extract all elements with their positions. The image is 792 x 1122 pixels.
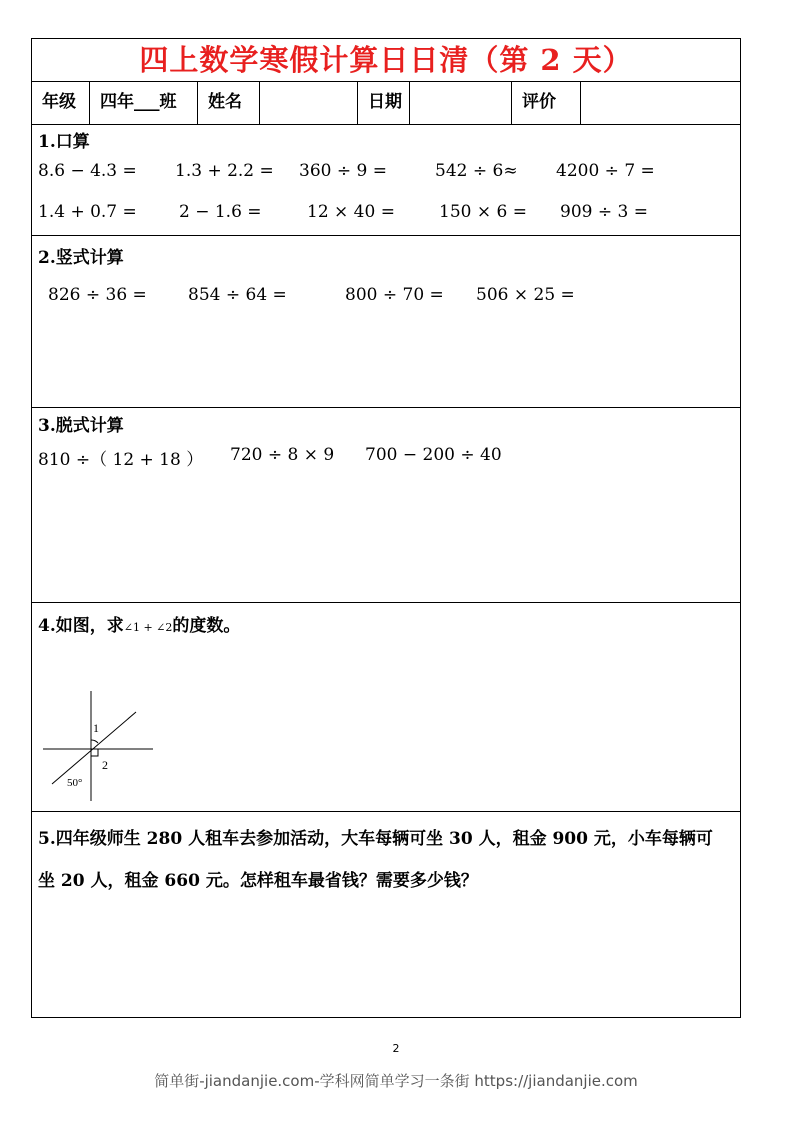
- expression: 700 − 200 ÷ 40: [365, 445, 502, 465]
- expression: 4200 ÷ 7 =: [556, 161, 655, 181]
- section-title: 1.口算: [38, 132, 90, 152]
- expression: 800 ÷ 70 =: [345, 285, 444, 305]
- footer-text: 简单街-jiandanjie.com-学科网简单学习一条街 https://jiandanjie.com: [154, 1072, 638, 1090]
- worksheet-title: 四上数学寒假计算日日清（第 2 天）: [32, 39, 740, 82]
- date-label: 日期: [358, 81, 410, 124]
- expression: 2 − 1.6 =: [179, 202, 262, 222]
- question-prefix: 4.如图，求: [38, 616, 124, 636]
- expression: 854 ÷ 64 =: [188, 285, 287, 305]
- page-number: 2: [392, 1042, 400, 1055]
- angle50-label: 50°: [67, 777, 83, 789]
- angle-figure: [32, 603, 232, 812]
- grade-field[interactable]: 四年___班: [90, 81, 198, 124]
- expression: 720 ÷ 8 × 9: [230, 445, 335, 465]
- angle-expression: ∠1 + ∠2: [123, 621, 173, 634]
- problem-line: 坐 20 人，租金 660 元。怎样租车最省钱？需要多少钱？: [38, 871, 478, 891]
- grade-label: 年级: [32, 81, 90, 124]
- eval-field[interactable]: [581, 81, 742, 124]
- problem-line: 5.四年级师生 280 人租车去参加活动，大车每辆可坐 30 人，租金 900 元，小车每辆可: [38, 829, 713, 849]
- question-suffix: 的度数。: [172, 616, 241, 636]
- name-label: 姓名: [198, 81, 260, 124]
- section-stepwise-calc: [32, 408, 740, 603]
- expression: 150 × 6 =: [439, 202, 527, 222]
- section-angle-problem: [32, 603, 740, 812]
- expression: 506 × 25 =: [476, 285, 575, 305]
- expression: 909 ÷ 3 =: [560, 202, 648, 222]
- info-row: [32, 81, 740, 125]
- expression: 360 ÷ 9 =: [299, 161, 387, 181]
- expression: 1.4 + 0.7 =: [38, 202, 137, 222]
- section-word-problem: [32, 812, 740, 1019]
- angle1-label: 1: [93, 721, 99, 735]
- worksheet: [31, 38, 741, 1018]
- expression: 8.6 − 4.3 =: [38, 161, 137, 181]
- word-problem-text: [38, 818, 738, 902]
- expression: 1.3 + 2.2 =: [175, 161, 274, 181]
- expression: 542 ÷ 6≈: [435, 161, 518, 181]
- angle2-label: 2: [102, 758, 108, 772]
- section-mental-math: [32, 124, 740, 236]
- date-field[interactable]: [410, 81, 512, 124]
- eval-label: 评价: [512, 81, 581, 124]
- name-field[interactable]: [260, 81, 358, 124]
- section-title: 2.竖式计算: [38, 248, 124, 268]
- section-title: 3.脱式计算: [38, 416, 124, 436]
- expression: 12 × 40 =: [307, 202, 395, 222]
- expression: 826 ÷ 36 =: [48, 285, 147, 305]
- angle1-arc: [91, 740, 98, 743]
- expression: 810 ÷（ 12 + 18 ）: [38, 450, 204, 470]
- section-vertical-calc: [32, 236, 740, 408]
